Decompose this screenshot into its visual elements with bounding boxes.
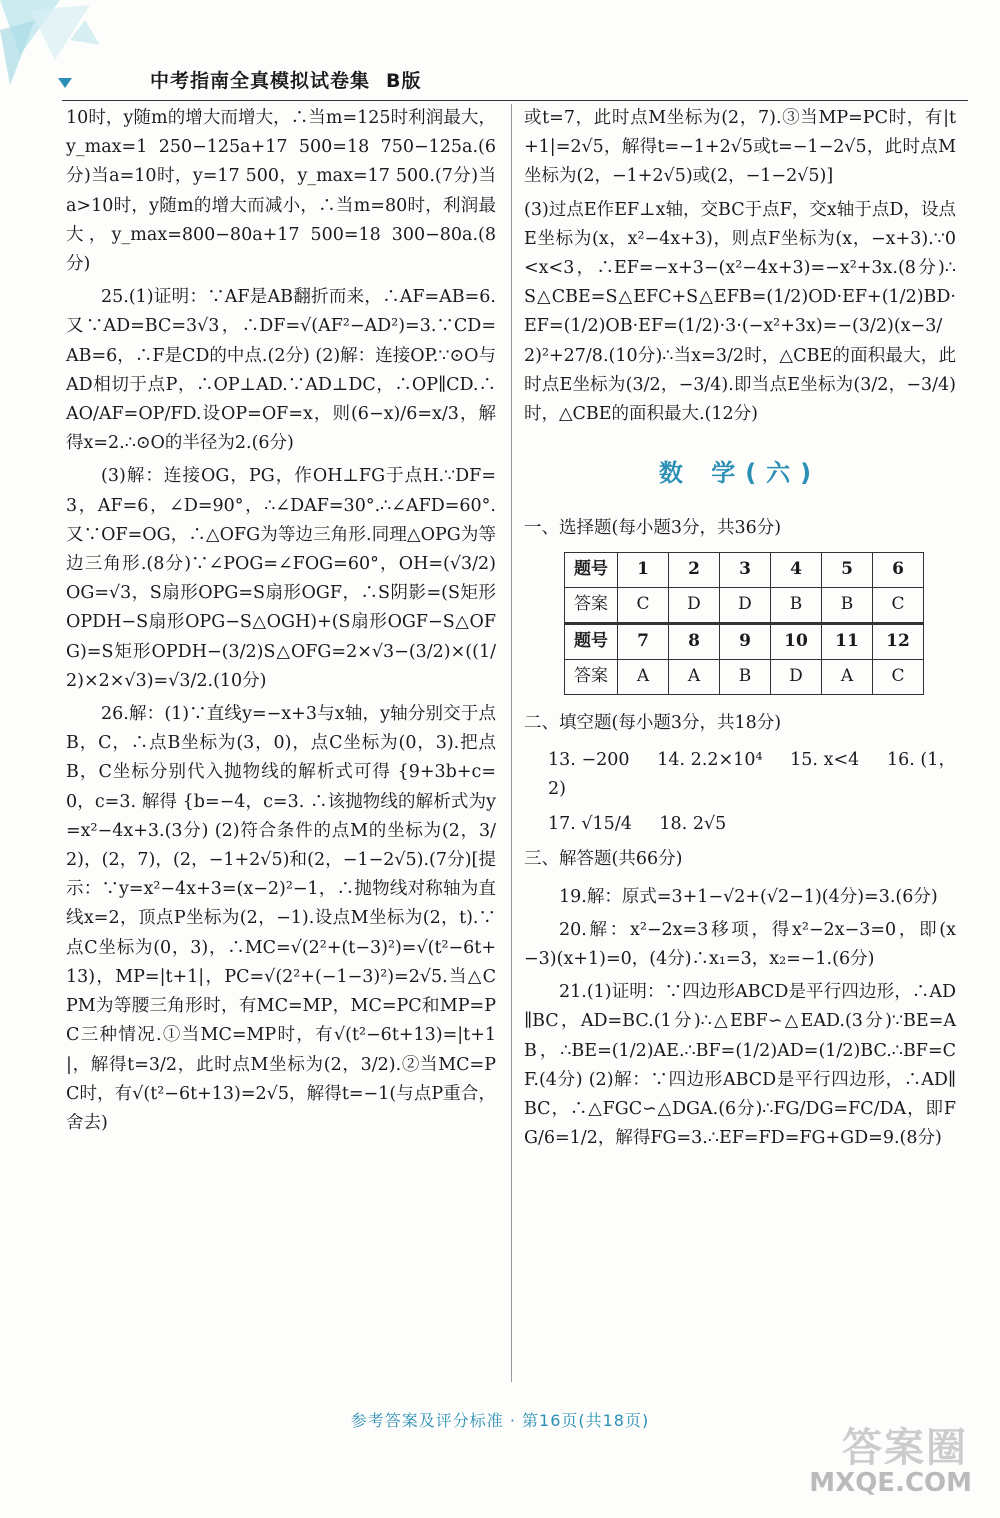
left-paragraph-1: 10时，y随m的增大而增大，∴当m=125时利润最大，y_max=1 250−125a+17 500=18 750−125a.(6分)当a=10时，y=17 500，y_max=17 500.(7分)当a>10时，y随m的增大而减小，∴当m=80时，利润最大，y_max=800−80a+17 500=18 300−80a.(8分) (66, 108, 496, 275)
fill-answer-17: 17. √15/4 (548, 814, 632, 835)
table-cell: 6 (873, 552, 924, 587)
watermark-logo (810, 1416, 980, 1506)
fill-answer-15: 15. x<4 (790, 749, 860, 770)
table-cell: 1 (618, 552, 669, 587)
column-divider (511, 104, 512, 1382)
watermark-url: MXQE.COM (809, 1468, 972, 1498)
table-row (565, 623, 924, 659)
left-paragraph-q25-3: (3)解：连接OG，PG，作OH⊥FG于点H.∵DF=3，AF=6，∠D=90°，∴∠DAF=30°.∴∠AFD=60°.又∵OF=OG，∴△OFG为等边三角形.同理△OPG为等边三角形.(8分)∵∠POG=∠FOG=60°，OH=(√3/2)OG=√3，S扇形OPG=S扇形OGF，∴S阴影=(S矩形OPDH−S扇形OPG−S△OGH)+(S扇形OGF−S△OFG)=S矩形OPDH−(3/2)S△OFG=2×√3−(3/2)×((1/2)×2×√3)=√3/2.(10分) (66, 466, 496, 691)
table-cell: D (720, 587, 771, 623)
choice-heading: 一、选择题(每小题3分，共36分) (524, 518, 782, 539)
right-paragraph-1: 或t=7，此时点M坐标为(2，7).③当MP=PC时，有|t+1|=2√5，解得t=−1+2√5或t=−1−2√5，此时点M坐标为(2，−1+2√5)或(2，−1−2√5)] (524, 108, 956, 187)
table-cell: B (822, 587, 873, 623)
fill-answer-13: 13. −200 (548, 749, 630, 770)
table-row (565, 659, 924, 694)
fill-answer-16: 16. (1，2) (548, 749, 956, 800)
answer-q21: 21.(1)证明：∵四边形ABCD是平行四边形，∴AD∥BC，AD=BC.(1分)∴△EBF∽△EAD.(3分)∵BE=AB，∴BE=(1/2)AE.∴BF=(1/2)AD=(1/2)BC.∴BF=CF.(4分) (2)解：∵四边形ABCD是平行四边形，∴AD∥BC，∴△FGC∽△DGA.(6分)∴FG/DG=FC/DA，即FG/6=1/2，解得FG=3.∴EF=FD=FG+GD=9.(8分) (524, 982, 956, 1149)
table-cell: 10 (771, 623, 822, 659)
table-cell: 5 (822, 552, 873, 587)
answer-q20: 20.解：x²−2x=3移项，得x²−2x−3=0，即(x−3)(x+1)=0，(4分)∴x₁=3，x₂=−1.(6分) (524, 919, 956, 970)
table-row (565, 552, 924, 587)
header-title: 中考指南全真模拟试卷集 (150, 70, 371, 92)
table-cell: 7 (618, 623, 669, 659)
answer-q19: 19.解：原式=3+1−√2+(√2−1)(4分)=3.(6分) (559, 886, 938, 907)
page-footer: 参考答案及评分标准 · 第16页(共18页) (350, 1411, 650, 1430)
watermark-text: 答案圈 (842, 1425, 968, 1471)
table-cell: D (771, 659, 822, 694)
fill-answers-row-2 (524, 810, 956, 839)
solve-heading: 三、解答题(共66分) (524, 849, 683, 870)
page-header (150, 66, 422, 93)
table-cell: D (669, 587, 720, 623)
answer-table (564, 552, 924, 695)
fill-answer-18: 18. 2√5 (659, 814, 727, 835)
table-cell: 11 (822, 623, 873, 659)
table-cell: B (771, 587, 822, 623)
table-cell: A (669, 659, 720, 694)
fill-heading: 二、填空题(每小题3分，共18分) (524, 712, 782, 733)
table-cell: A (618, 659, 669, 694)
table-cell: 3 (720, 552, 771, 587)
fill-answers-row-1 (524, 746, 956, 804)
right-column (524, 104, 956, 1157)
left-paragraph-q25: 25.(1)证明：∵AF是AB翻折而来，∴AF=AB=6.又∵AD=BC=3√3，∴DF=√(AF²−AD²)=3.∵CD=AB=6，∴F是CD的中点.(2分) (2)解：连接OP.∵⊙O与AD相切于点P，∴OP⊥AD.∵AD⊥DC，∴OP∥CD.∴AO/AF=OP/FD.设OP=OF=x，则(6−x)/6=x/3，解得x=2.∴⊙O的半径为2.(6分) (66, 287, 496, 454)
table-cell: 题号 (565, 552, 618, 587)
table-cell: 12 (873, 623, 924, 659)
table-cell: 9 (720, 623, 771, 659)
table-cell: 2 (669, 552, 720, 587)
left-column (66, 104, 496, 1142)
table-cell: 答案 (565, 659, 618, 694)
table-cell: 4 (771, 552, 822, 587)
fill-answer-14: 14. 2.2×10⁴ (657, 749, 763, 770)
header-rule (62, 100, 968, 101)
table-cell: C (873, 587, 924, 623)
table-cell: C (618, 587, 669, 623)
table-cell: C (873, 659, 924, 694)
corner-triangles-decoration (0, 0, 140, 90)
table-cell: 题号 (565, 623, 618, 659)
table-cell: B (720, 659, 771, 694)
table-cell: 8 (669, 623, 720, 659)
left-paragraph-q26: 26.解：(1)∵直线y=−x+3与x轴，y轴分别交于点B，C，∴点B坐标为(3，0)，点C坐标为(0，3).把点B，C坐标分别代入抛物线的解析式可得 {9+3b+c=0，c=3. 解得 {b=−4，c=3. ∴该抛物线的解析式为y=x²−4x+3.(3分) (2)符合条件的点M的坐标为(2，3/2)，(2，7)，(2，−1+2√5)和(2，−1−2√5).(7分)[提示：∵y=x²−4x+3=(x−2)²−1，∴抛物线对称轴为直线x=2，顶点P坐标为(2，−1).设点M坐标为(2，t).∵点C坐标为(0，3)，∴MC=√(2²+(t−3)²)=√(t²−6t+13)，MP=|t+1|，PC=√(2²+(−1−3)²)=2√5.当△CPM为等腰三角形时，有MC=MP，MC=PC和MP=PC三种情况.①当MC=MP时，有√(t²−6t+13)=|t+1|，解得t=3/2，此时点M坐标为(2，3/2).②当MC=PC时，有√(t²−6t+13)=2√5，解得t=−1(与点P重合，舍去) (66, 704, 496, 1133)
header-version: B版 (386, 70, 422, 92)
table-row (565, 587, 924, 623)
table-cell: 答案 (565, 587, 618, 623)
table-cell: A (822, 659, 873, 694)
right-paragraph-2: (3)过点E作EF⊥x轴，交BC于点F，交x轴于点D，设点E坐标为(x，x²−4x+3)，则点F坐标为(x，−x+3).∵0<x<3，∴EF=−x+3−(x²−4x+3)=−x²+3x.(8分)∴S△CBE=S△EFC+S△EFB=(1/2)OD·EF+(1/2)BD·EF=(1/2)OB·EF=(1/2)·3·(−x²+3x)=−(3/2)(x−3/2)²+27/8.(10分)∴当x=3/2时，△CBE的面积最大，此时点E坐标为(3/2，−3/4).即当点E坐标为(3/2，−3/4)时，△CBE的面积最大.(12分) (524, 199, 956, 425)
section-title: 数 学(六) (658, 459, 822, 488)
